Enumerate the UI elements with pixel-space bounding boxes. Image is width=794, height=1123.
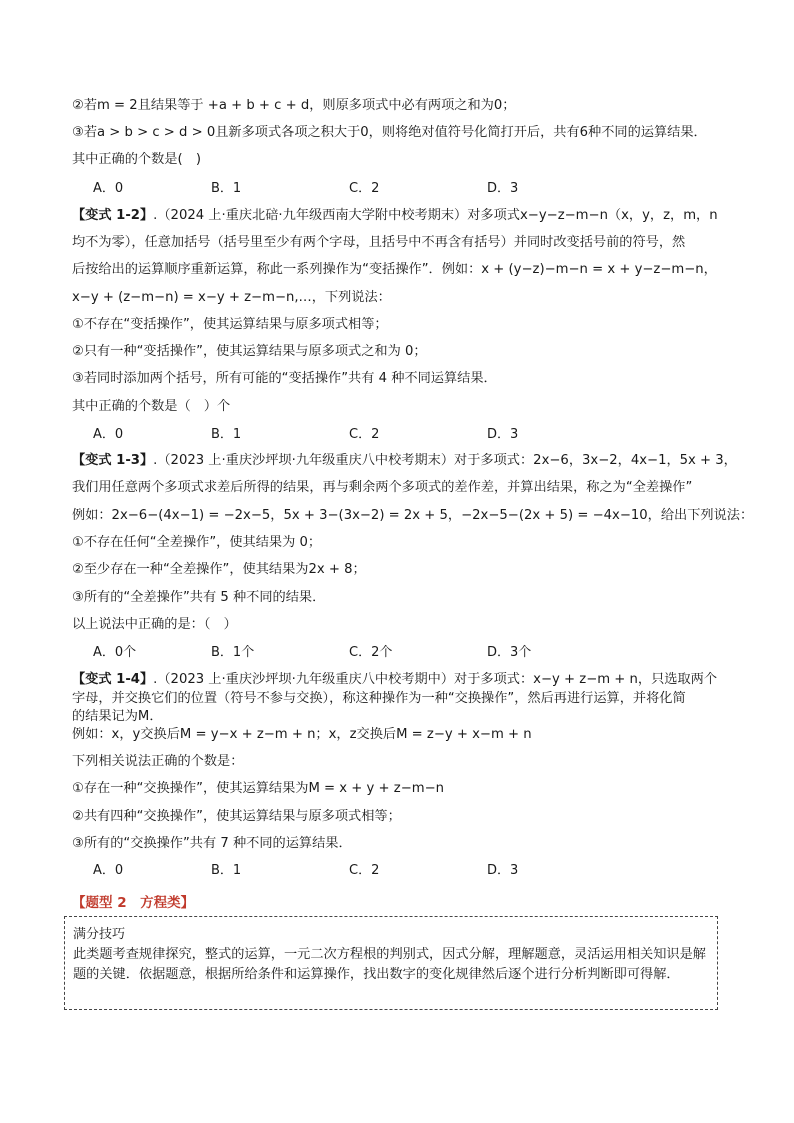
v14-tag: 【变式 1-4】 <box>72 672 154 687</box>
v12-line-4: x−y + (z−m−n) = x−y + z−m−n,…，下列说法： <box>72 290 391 305</box>
v12-statement-1: ①不存在“变括操作”，使其运算结果与原多项式相等； <box>72 317 388 332</box>
v13-statement-3: ③所有的“全差操作”共有 5 种不同的结果． <box>72 590 326 605</box>
option-c: C．2 <box>349 181 380 196</box>
tip-title: 满分技巧 <box>73 927 126 942</box>
option-d: D．3 <box>487 427 519 442</box>
option-a: A．0 <box>93 181 124 196</box>
option-d: D．3 <box>487 863 519 878</box>
v14-statement-2: ②共有四种“交换操作”，使其运算结果与原多项式相等； <box>72 809 401 824</box>
option-c: C．2个 <box>349 645 393 660</box>
v13-line-3: 例如：2x−6−(4x−1) = −2x−5，5x + 3−(3x−2) = 2x + 5，−2x−5−(2x + 5) = −4x−10，给出下列说法： <box>72 508 754 523</box>
v12-line-1: 【变式 1-2】.（2024 上·重庆北碚·九年级西南大学附中校考期末）对多项式x−y−z−m−n（x，y，z，m，n <box>72 208 718 223</box>
option-d: D．3 <box>487 181 519 196</box>
section-title: 【题型 2 方程类】 <box>72 895 195 911</box>
v14-line-3: 的结果记为M． <box>72 709 163 724</box>
tip-text: 此类题考查规律探究，整式的运算，一元二次方程根的判别式，因式分解，理解题意，灵活运用相关知识是解题的关键．依据题意，根据所给条件和运算操作，找出数字的变化规律然后逐个进行分析判断即可得解． <box>73 947 706 982</box>
v13-line-2: 我们用任意两个多项式求差后所得的结果，再与剩余两个多项式的差作差，并算出结果，称之为“全差操作” <box>72 480 693 495</box>
v14-statement-3: ③所有的“交换操作”共有 7 种不同的运算结果． <box>72 836 352 851</box>
v13-statement-1: ①不存在任何“全差操作”，使其结果为 0； <box>72 535 322 550</box>
option-b: B．1 <box>211 863 242 878</box>
v12-prompt: 其中正确的个数是（ ）个 <box>72 399 231 414</box>
v12-statement-2: ②只有一种“变括操作”，使其运算结果与原多项式之和为 0； <box>72 344 427 359</box>
option-a: A．0个 <box>93 645 137 660</box>
option-a: A．0 <box>93 863 124 878</box>
option-c: C．2 <box>349 427 380 442</box>
v14-prompt: 下列相关说法正确的个数是： <box>72 754 244 769</box>
v13-line-1: 【变式 1-3】.（2023 上·重庆沙坪坝·九年级重庆八中校考期末）对于多项式：2x−6，3x−2，4x−1，5x + 3， <box>72 453 737 468</box>
q1-statement-2: ②若m = 2且结果等于 +a + b + c + d，则原多项式中必有两项之和为0； <box>72 98 516 113</box>
q1-statement-3: ③若a > b > c > d > 0且新多项式各项之积大于0，则将绝对值符号化简打开后，共有6种不同的运算结果． <box>72 125 707 140</box>
v12-statement-3: ③若同时添加两个括号，所有可能的“变括操作”共有 4 种不同运算结果． <box>72 371 497 386</box>
option-b: B．1 <box>211 181 242 196</box>
v13-statement-2: ②至少存在一种“全差操作”，使其结果为2x + 8； <box>72 562 366 577</box>
v14-line-1: 【变式 1-4】.（2023 上·重庆沙坪坝·九年级重庆八中校考期中）对于多项式：x−y + z−m + n，只选取两个 <box>72 672 718 687</box>
v13-prompt: 以上说法中正确的是：（ ） <box>72 617 237 632</box>
q1-prompt: 其中正确的个数是( ) <box>72 152 201 167</box>
v12-line-2: 均不为零），任意加括号（括号里至少有两个字母，且括号中不再含有括号）并同时改变括号前的符号，然 <box>72 235 686 250</box>
v12-tag: 【变式 1-2】 <box>72 208 154 223</box>
v13-tag: 【变式 1-3】 <box>72 453 154 468</box>
option-b: B．1个 <box>211 645 255 660</box>
tip-box <box>64 916 718 1010</box>
v12-line-3: 后按给出的运算顺序重新运算，称此一系列操作为“变括操作”．例如：x + (y−z)−m−n = x + y−z−m−n， <box>72 262 717 277</box>
v14-line-4: 例如：x，y交换后M = y−x + z−m + n；x，z交换后M = z−y + x−m + n <box>72 727 532 742</box>
option-b: B．1 <box>211 427 242 442</box>
v14-line-2: 字母，并交换它们的位置（符号不参与交换），称这种操作为一种“交换操作”，然后再进行运算，并将化简 <box>72 691 686 706</box>
v14-statement-1: ①存在一种“交换操作”，使其运算结果为M = x + y + z−m−n <box>72 781 444 796</box>
option-c: C．2 <box>349 863 380 878</box>
option-d: D．3个 <box>487 645 532 660</box>
option-a: A．0 <box>93 427 124 442</box>
